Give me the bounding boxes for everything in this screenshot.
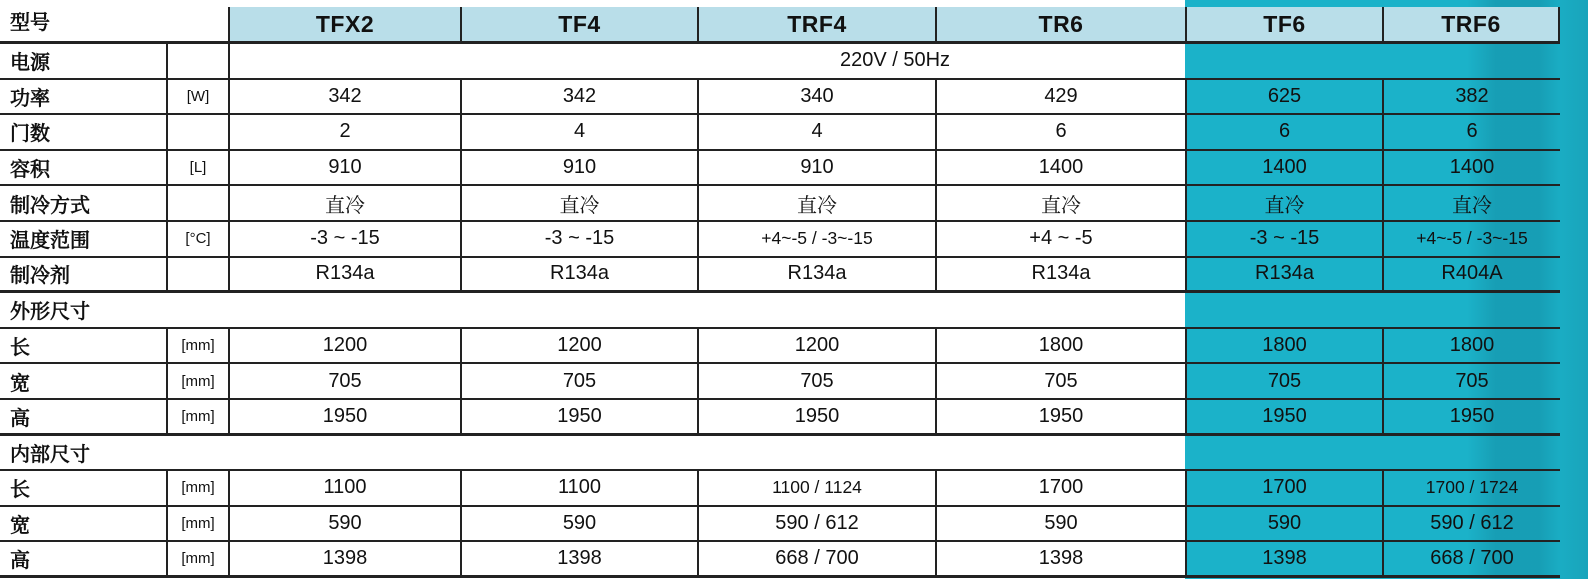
spec-value-cell: 直冷 [697,186,935,222]
row-label: 容积 [0,151,166,187]
section-title: 外形尺寸 [0,293,1560,329]
spec-value-cell: 直冷 [1382,186,1560,222]
row-label: 电源 [0,44,166,80]
spec-value-cell: 340 [697,80,935,116]
model-header-tfx2 [228,0,460,44]
spec-value-cell: 705 [460,364,697,400]
spec-value-cell: 429 [935,80,1185,116]
row-unit [166,115,228,151]
spec-value-cell: R134a [460,258,697,294]
row-unit: [°C] [166,222,228,258]
spec-value-cell: 直冷 [460,186,697,222]
spec-value-cell: 1950 [697,400,935,436]
row-unit [166,258,228,294]
spec-value-cell: +4~-5 / -3~-15 [697,222,935,258]
row-label: 制冷方式 [0,186,166,222]
model-header-label: TRF6 [1382,7,1560,41]
row-label: 高 [0,542,166,578]
spec-value-cell: R404A [1382,258,1560,294]
spec-value-cell: 直冷 [1185,186,1382,222]
model-column-title: 型号 [0,0,228,44]
spec-value-cell: 2 [228,115,460,151]
spec-value-cell: 1100 / 1124 [697,471,935,507]
row-unit [166,186,228,222]
spec-value-cell: -3 ~ -15 [1185,222,1382,258]
model-header-tf4 [460,0,697,44]
row-label: 门数 [0,115,166,151]
spec-value-cell: 342 [460,80,697,116]
spec-value-cell: 1800 [1185,329,1382,365]
spec-value-cell: 590 / 612 [1382,507,1560,543]
spec-value-cell: 1398 [1185,542,1382,578]
spec-value-cell: 1398 [935,542,1185,578]
spec-value-cell: 1200 [697,329,935,365]
spec-value-cell: 910 [697,151,935,187]
spec-value-cell: 1200 [460,329,697,365]
row-label: 温度范围 [0,222,166,258]
row-label: 长 [0,471,166,507]
power-supply-value: 220V / 50Hz [228,44,1560,80]
model-header-label: TR6 [935,7,1185,41]
row-unit: [mm] [166,329,228,365]
spec-value-cell: 590 [228,507,460,543]
spec-value-cell: -3 ~ -15 [228,222,460,258]
spec-value-cell: 1398 [228,542,460,578]
spec-value-cell: 1398 [460,542,697,578]
row-label: 宽 [0,507,166,543]
spec-value-cell: 1800 [1382,329,1560,365]
spec-value-cell: 1950 [460,400,697,436]
spec-value-cell: 直冷 [228,186,460,222]
row-label: 功率 [0,80,166,116]
row-label: 长 [0,329,166,365]
spec-value-cell: 705 [1382,364,1560,400]
row-unit: [mm] [166,507,228,543]
spec-value-cell: 1950 [935,400,1185,436]
spec-value-cell: 705 [697,364,935,400]
row-label: 宽 [0,364,166,400]
spec-value-cell: 1700 [935,471,1185,507]
spec-value-cell: 1400 [1185,151,1382,187]
row-unit: [mm] [166,542,228,578]
model-header-tf6 [1185,0,1382,44]
spec-value-cell: 625 [1185,80,1382,116]
model-header-trf6 [1382,0,1560,44]
spec-value-cell: 1950 [1185,400,1382,436]
row-unit: [L] [166,151,228,187]
spec-value-cell: +4~-5 / -3~-15 [1382,222,1560,258]
spec-value-cell: 910 [460,151,697,187]
spec-value-cell: 705 [228,364,460,400]
row-label: 高 [0,400,166,436]
row-unit: [mm] [166,364,228,400]
model-header-label: TRF4 [697,7,935,41]
spec-value-cell: 668 / 700 [1382,542,1560,578]
spec-value-cell: 1700 [1185,471,1382,507]
model-header-label: TFX2 [228,7,460,41]
spec-value-cell: 1400 [1382,151,1560,187]
spec-value-cell: 1800 [935,329,1185,365]
spec-value-cell: +4 ~ -5 [935,222,1185,258]
spec-value-cell: 705 [1185,364,1382,400]
spec-value-cell: 1400 [935,151,1185,187]
spec-value-cell: 590 [935,507,1185,543]
model-header-tr6 [935,0,1185,44]
spec-value-cell: 1200 [228,329,460,365]
model-header-label: TF4 [460,7,697,41]
spec-value-cell: R134a [697,258,935,294]
spec-value-cell: 4 [460,115,697,151]
spec-value-cell: 910 [228,151,460,187]
model-header-label: TF6 [1185,7,1382,41]
spec-value-cell: R134a [1185,258,1382,294]
spec-value-cell: 6 [935,115,1185,151]
spec-value-cell: -3 ~ -15 [460,222,697,258]
spec-value-cell: 1100 [460,471,697,507]
spec-value-cell: 705 [935,364,1185,400]
spec-value-cell: 590 [1185,507,1382,543]
spec-value-cell: 590 / 612 [697,507,935,543]
spec-value-cell: 1950 [228,400,460,436]
spec-value-cell: 4 [697,115,935,151]
spec-value-cell: 668 / 700 [697,542,935,578]
spec-value-cell: 590 [460,507,697,543]
row-unit: [mm] [166,400,228,436]
spec-value-cell: 1100 [228,471,460,507]
spec-value-cell: 6 [1382,115,1560,151]
spec-value-cell: 342 [228,80,460,116]
spec-value-cell: 382 [1382,80,1560,116]
spec-value-cell: 1950 [1382,400,1560,436]
spec-value-cell: 1700 / 1724 [1382,471,1560,507]
spec-value-cell: R134a [935,258,1185,294]
spec-value-cell: 直冷 [935,186,1185,222]
row-unit: [mm] [166,471,228,507]
row-unit: [W] [166,80,228,116]
spec-value-cell: 6 [1185,115,1382,151]
row-label: 制冷剂 [0,258,166,294]
spec-value-cell: R134a [228,258,460,294]
row-unit [166,44,228,80]
section-title: 内部尺寸 [0,436,1560,472]
model-header-trf4 [697,0,935,44]
